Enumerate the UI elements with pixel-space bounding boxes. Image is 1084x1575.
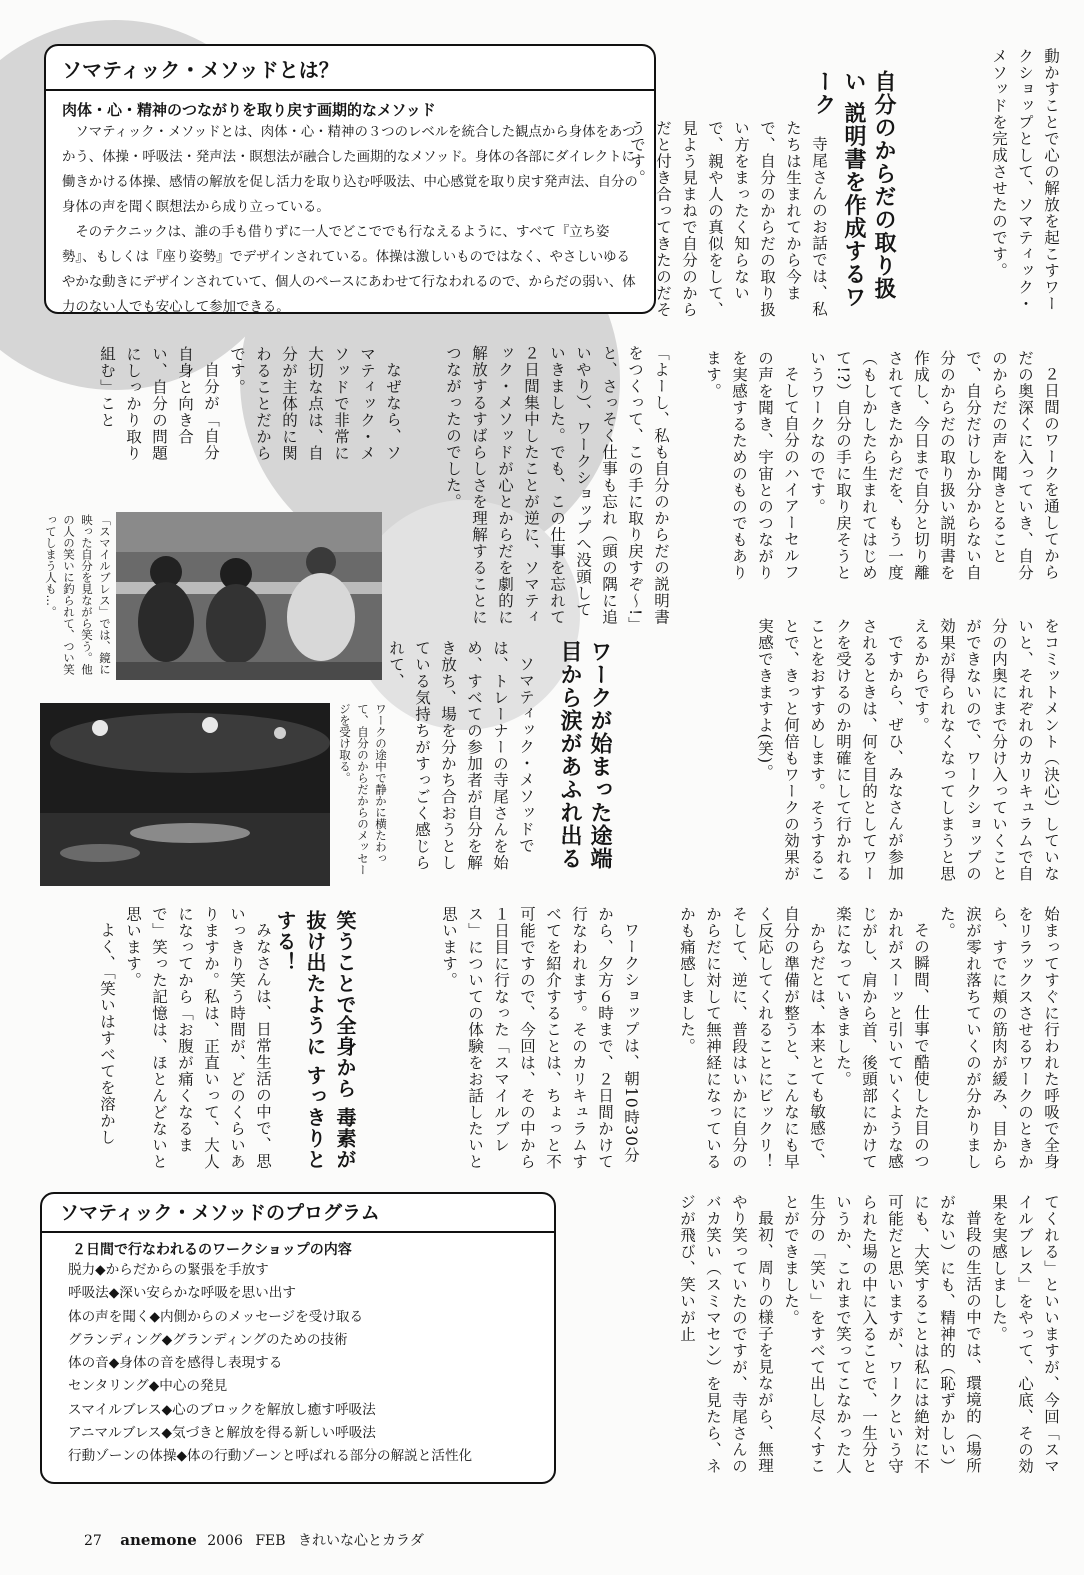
- program-item: 脱力◆からだからの緊張を手放す: [68, 1262, 269, 1278]
- article-paragraph: みなさんは、日常生活の中で、思いっきり笑う時間が、どのくらいありますか。私は、正直いって、大人になってから「お腹が痛くなるまで」笑った記憶は、ほとんどないと思います。: [124, 906, 272, 1170]
- article-paragraph: てくれる」といいますが、今回「スマイルブレス」をやって、心底、その効果を実感しました。: [990, 1194, 1060, 1475]
- program-box-title: ソマティック・メソッドのプログラム: [42, 1198, 554, 1233]
- article-paragraph: よく、「笑いはすべてを溶かし: [98, 921, 116, 1145]
- heading-line: すっきりとする！: [273, 910, 327, 1170]
- article-column: [383, 640, 539, 880]
- section-heading: [270, 910, 360, 1180]
- article-column: [624, 120, 832, 320]
- section-name: きれいな心とカラダ: [298, 1533, 424, 1549]
- article-paragraph: からだとは、本来とても敏感で、自分の準備が整うと、こんなにも早く反応してくれることにビックリ！そして、逆に、普段はいかに自分のからだに対して無神経になっているかも痛感しました。: [678, 906, 826, 1170]
- intro-paragraph: ソマティック・メソッドとは、肉体・心・精神の３つのレベルを統合した観点から身体をあつかう、体操・呼吸法・発声法・瞑想法が融合した画期的なメソッド。身体の各部にダイレクトに働きかける体操、感情の解放を促し活力を取り込む呼吸法、中心感覚を取り戻す発声法、自分の身体の声を聞く瞑想法から成り立っている。: [62, 125, 638, 215]
- magazine-name: anemone: [120, 1531, 197, 1549]
- article-paragraph: 始まってすぐに行われた呼吸で全身をリラックスさせるワークのときから、すでに頬の筋肉が緩み、目から涙が零れ落ちていくのが分かりました。: [938, 906, 1060, 1170]
- article-paragraph: その瞬間、仕事で酷使した目のつかれがスーッと引いていくような感じがし、肩から首、後頭部にかけて楽になっていきました。: [834, 906, 930, 1170]
- article-paragraph: 普段の生活の中では、環境的（場所がない）にも、精神的（恥ずかしい）にも、大笑することは私には絶対に不可能だと思いますが、ワークという守られた場の中に入ることで、一生分というか、これまで笑ってこなかった人生分の「笑い」をすべて出し尽くすことができました。: [782, 1194, 982, 1475]
- article-paragraph: をコミットメント（決心）していないと、それぞれのカリキュラムで自分の内奥にまで分け入っていくことができないので、ワークショップの効果が得られなくなってしまうと思えるからです。: [912, 618, 1060, 882]
- article-paragraph: ２日間のワークを通してからだの奥深くに入っていき、自分のからだの声を聞きとることで、自分だけしか分からない自分のからだの取り扱い説明書を作成し、今日まで自分と切り離されてきたからだを、もう一度（もしかしたら生まれてはじめて!?）自分の手に取り戻そうというワークなのです。: [808, 350, 1060, 582]
- heading-line: 目から涙があふれ出る: [557, 640, 582, 870]
- program-item: 体の音◆身体の音を感得し表現する: [68, 1355, 283, 1372]
- program-box-subtitle: ２日間で行なわれるのワークショップの内容: [72, 1242, 352, 1258]
- intro-box-title: ソマティック・メソッドとは？: [46, 54, 654, 91]
- article-column: [986, 48, 1064, 316]
- article-column: [94, 906, 276, 1176]
- workshop-photo-smile-breath: [116, 512, 382, 680]
- program-box: [40, 1192, 556, 1484]
- heading-line: 笑うことで全身から: [333, 910, 357, 1099]
- program-item: 行動ゾーンの体操◆体の行動ゾーンと呼ばれる部分の解説と活性化: [68, 1448, 473, 1465]
- program-item: 体の声を聞く◆内側からのメッセージを受け取る: [68, 1308, 364, 1325]
- article-paragraph: ですから、ぜひ、みなさんが参加されるときは、何を目的としてワークを受けるのか明確にして行かれることをおすすめします。そうすることで、きっと何倍もワークの効果が実感できますよ(笑)。: [756, 618, 904, 882]
- article-paragraph: ワークショップは、朝10時30分から、夕方６時まで、２日間かけて行なわれます。そのカリキュラムすべてを紹介することは、ちょっと不可能ですので、今回は、その中から１日目に行なった「スマイルブレス」についての体験をお話したいと思います。: [440, 906, 640, 1170]
- article-column: [440, 345, 674, 630]
- heading-line: 自分のからだの取り扱い: [841, 70, 896, 300]
- heading-line: 毒素が抜け出たように: [303, 910, 357, 1170]
- intro-box-subtitle: 肉体・心・精神のつながりを取り戻す画期的なメソッド: [62, 101, 436, 119]
- article-column: [674, 1194, 1064, 1484]
- article-paragraph: 動かすことで心の解放を起こすワークショップとして、ソマティック・メソッドを完成させたのです。: [990, 48, 1060, 312]
- photo-caption: 「スマイルブレス」では、鏡に映った自分を見ながら笑う。他の人の笑いに釣られて、つい笑ってしまう人も…。: [44, 514, 112, 675]
- article-paragraph: 自分が「自分自身と向き合い、自分の問題にしっかり取り組む」こと: [98, 346, 220, 462]
- program-item: アニマルブレス◆気づきと解放を得る新しい呼吸法: [68, 1425, 376, 1442]
- heading-line: ワークが始まった途端: [587, 640, 612, 870]
- page-footer: [84, 1530, 432, 1550]
- intro-paragraph: そのテクニックは、誰の手も借りずに一人でどこででも行なえるように、すべて『立ち姿勢』、もしくは『座り姿勢』でデザインされている。体操は激しいものではなく、やさしいゆるやかな動きにデザインされていて、個人のペースにあわせて行なわれるので、からだの弱い、体力のない人でも安心して参加できる。: [62, 225, 636, 315]
- issue-year: 2006: [207, 1533, 243, 1549]
- intro-box: [44, 44, 656, 314]
- heading-line: 説明書を作成するワーク: [811, 70, 866, 309]
- photo-caption: ワークの途中で静かに横たわって、自分のからだからのメッセージを受け取る。: [338, 703, 388, 876]
- article-column: [674, 906, 1064, 1176]
- article-column: [436, 906, 644, 1176]
- article-paragraph: なぜなら、ソマティック・メソッドで非常に大切な点は、自分が主体的に関わることだからです。: [228, 346, 402, 462]
- article-column: [94, 346, 406, 476]
- article-paragraph: 最初、周りの様子を見ながら、無理やり笑っていたのですが、寺尾さんのバカ笑い（スミマセン）を見たら、ネジが飛び、笑いが止: [678, 1194, 774, 1475]
- program-item: スマイルブレス◆心のブロックを解放し癒す呼吸法: [68, 1401, 376, 1418]
- program-item: 呼吸法◆深い安らかな呼吸を思い出す: [68, 1285, 296, 1302]
- program-item: センタリング◆中心の発見: [68, 1378, 228, 1395]
- article-paragraph: そして自分のハイアーセルフの声を聞き、宇宙とのつながりを実感するためのものでもあります。: [704, 350, 800, 581]
- article-column: [752, 618, 1064, 882]
- program-item: グランディング◆グランディングのための技術: [68, 1331, 348, 1348]
- article-paragraph: 寺尾さんのお話では、私たちは生まれてから今まで、自分のからだの取り扱い方をまったく知らないで、親や人の真似をして、見よう見まねで自分のからだと付き合ってきたのだそうです。: [628, 120, 828, 318]
- issue-month: FEB: [255, 1533, 286, 1549]
- article-paragraph: ソマティック・メソッドでは、トレーナーの寺尾さんを始め、すべての参加者が自分を解き放ち、場を分かち合おうとしている気持ちがすっごく感じられて、: [387, 640, 535, 871]
- workshop-photo-lying-down: [40, 703, 330, 886]
- page-number: 27: [84, 1533, 102, 1549]
- section-heading: [554, 640, 614, 890]
- article-column: [700, 350, 1064, 588]
- article-paragraph: 「よーし、私も自分のからだの説明書をつくって、この手に取り戻すぞ〜!」と、さっそく仕事も忘れ（頭の隅に追いやり）、ワークショップへ没頭していきました。でも、この仕事を忘れて２日間集中したことが逆に、ソマティック・メソッドが心とからだを劇的に解放するすばらしさを理解することにつながったのでした。: [444, 345, 670, 626]
